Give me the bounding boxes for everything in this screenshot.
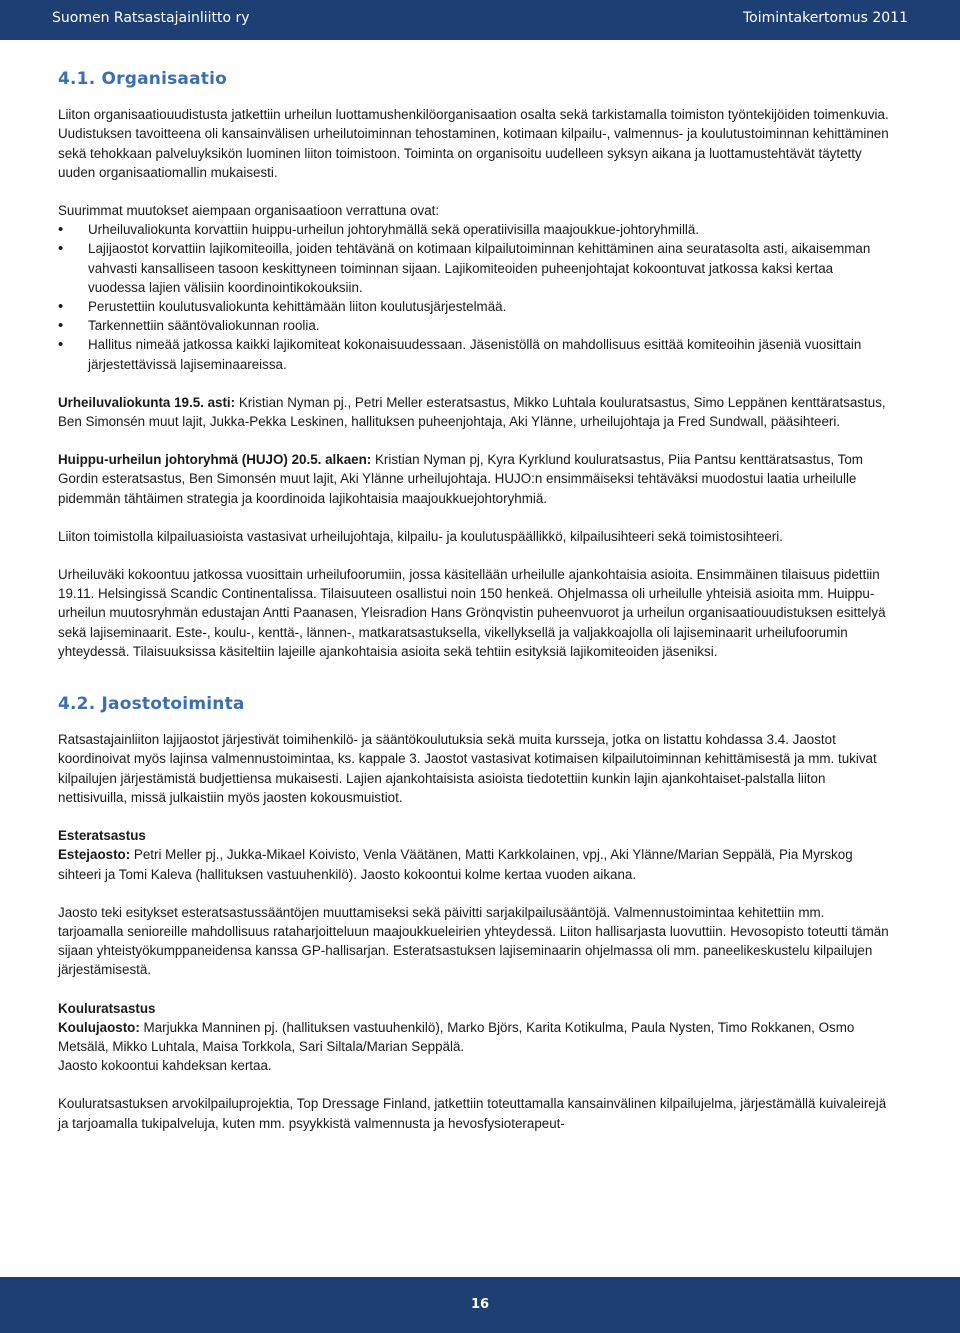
list-item: • Lajijaostot korvattiin lajikomiteoilla, joiden tehtävänä on kotimaan kilpailutoiminnan kehittäminen aina seuratasolta asti, aikaisemman vahvasti kansalliseen tasoon keskittyneen toiminnan sijaan. Lajikomiteoiden puheenjohtajat kokoontuvat jatkossa kaksi kertaa vuodessa lajien välisiin koordinointikokouksiin. — [58, 239, 890, 297]
changes-list — [58, 220, 890, 374]
paragraph-forum: Urheiluväki kokoontuu jatkossa vuosittain urheilufoorumiin, jossa käsitellään urheilulle ajankohtaisia asioita. Ensimmäinen tilaisuus pidettiin 19.11. Helsingissä Scandic Continentalissa. Tilaisuuteen osallistui noin 150 henkeä. Ohjelmassa oli urheilulle yhteisiä asioita mm. Huippu-urheilun muutosryhmän edustajan Antti Paanasen, Yleisradion Hans Grönqvistin puheenvuorot ja urheilun organisaatiouudistuksen esittelyä sekä lajiseminaarit. Este-, koulu-, kenttä-, lännen-, matkaratsastuksella, vikellyksellä ja valjakkoajolla oli lajiseminaarit urheilufoorumin yhteydessä. Tilaisuuksissa käsiteltiin lajeille ajankohtaisia asioita sekä tehtiin esityksiä lajikomiteoiden jäseniksi. — [58, 567, 886, 659]
paragraph-staff: Liiton toimistolla kilpailuasioista vastasivat urheilujohtaja, kilpailu- ja koulutuspäällikkö, kilpailusihteeri sekä toimistosihteeri. — [58, 528, 783, 544]
report-title: Toimintakertomus 2011 — [742, 10, 908, 26]
paragraph-jaostot: Ratsastajainliiton lajijaostot järjestivät toimihenkilö- ja sääntökoulutuksia sekä muita kursseja, jotka on listattu kohdassa 3.4. Jaostot koordinoivat myös lajinsa valmennustoimintaa, ks. kappale 3. Jaostot vastasivat kotimaisen kilpailutoiminnan kehittämisestä ja mm. tukivat kilpailujen järjestämistä budjettiensa mukaisesti. Lajien ajankohtaisista asioista tiedotettiin kunkin lajin ajankohtaiset-palstalla liiton nettisivuilla, missä julkaistiin myös jaosten kokousmuistiot. — [58, 732, 877, 805]
paragraph-koulujaosto — [58, 999, 890, 1076]
estejaosto-label: Estejaosto: — [58, 847, 131, 863]
paragraph-estejaosto — [58, 826, 890, 884]
urheiluvaliokunta-label: Urheiluvaliokunta 19.5. asti: — [58, 394, 236, 410]
list-item: • Urheiluvaliokunta korvattiin huippu-urheilun johtoryhmällä sekä operatiivisilla maajoukkue-johtoryhmillä. — [58, 220, 890, 239]
page-footer — [0, 1277, 960, 1333]
koulujaosto-members: Marjukka Manninen pj. (hallituksen vastuuhenkilö), Marko Björs, Karita Kotikulma, Paula Nysten, Timo Rokkanen, Osmo Metsälä, Mikko Luhtala, Maisa Torkkola, Sari Siltala/Marian Seppälä. — [58, 1019, 855, 1054]
changes-intro: Suurimmat muutokset aiempaan organisaatioon verrattuna ovat: — [58, 203, 440, 219]
list-item: • Hallitus nimeää jatkossa kaikki lajikomiteat kokonaisuudessaan. Jäsenistöllä on mahdollisuus esittää komiteoihin jäseniä vuosittain järjestettävissä lajiseminaareissa. — [58, 335, 890, 373]
page-header — [0, 0, 960, 40]
list-item: • Tarkennettiin sääntövaliokunnan roolia. — [58, 316, 890, 335]
page-content — [58, 56, 890, 1152]
hujo-label: Huippu-urheilun johtoryhmä (HUJO) 20.5. alkaen: — [58, 452, 372, 468]
paragraph-koulu-activities: Kouluratsastuksen arvokilpailuprojektia, Top Dressage Finland, jatkettiin toteuttamalla kansainvälinen kilpailujelma, järjestämällä kuivaleirejä ja tarjoamalla tukipalveluja, kuten mm. psyykkistä valmennusta ja hevosfysioterapeut- — [58, 1096, 887, 1131]
section-title-organisaatio: 4.1. Organisaatio — [58, 69, 227, 89]
organization-name: Suomen Ratsastajainliitto ry — [52, 10, 250, 26]
paragraph-este-activities: Jaosto teki esitykset esteratsastussääntöjen muuttamiseksi sekä päivitti sarjakilpailusääntöjä. Valmennustoimintaa kehitettiin mm. tarjoamalla senioreille mahdollisuus rataharjoitteluun maajoukkueleirien yhteydessä. Liiton hallisarjasta luovuttiin. Hevosopisto toteutti tämän sijaan yhteistyökumppaneidensa kanssa GP-hallisarjan. Esteratsastuksen lajiseminaarin ohjelmassa oli mm. paneelikeskustelu kilpailujen järjestämisestä. — [58, 904, 889, 978]
list-item: • Perustettiin koulutusvaliokunta kehittämään liiton koulutusjärjestelmää. — [58, 297, 890, 316]
hujo-members: Kristian Nyman pj, Kyra Kyrklund kouluratsastus, Piia Pantsu kenttäratsastus, Tom Gordin esteratsastus, Ben Simonsén muut lajit, Aki Ylänne urheilujohtaja. HUJO:n ensimmäiseksi tehtäväksi muodostui laatia urheilulle pidemmän tähtäimen strategia ja koordinoida lajikohtaisia maajoukkuejohtoryhmiä. — [58, 452, 863, 506]
paragraph-reorganization: Liiton organisaatiouudistusta jatkettiin urheilun luottamushenkilöorganisaation osalta sekä tarkistamalla toimiston työntekijöiden toimenkuvia. Uudistuksen tavoitteena oli kansainvälisen urheilutoiminnan tehostaminen, kotimaan kilpailu-, valmennus- ja koulutustoiminnan kehittäminen sekä tehokkaan palveluyksikön luominen liiton toimistoon. Toiminta on organisoitu uudelleen syksyn aikana ja luottamustehtävät täytetty uuden organisaatiomallin mukaisesti. — [58, 107, 889, 180]
section-title-jaostotoiminta: 4.2. Jaostotoiminta — [58, 694, 245, 715]
kouluratsastus-heading: Kouluratsastus — [58, 1000, 156, 1016]
koulujaosto-label: Koulujaosto: — [58, 1019, 140, 1035]
page-number: 16 — [470, 1297, 490, 1312]
estejaosto-members: Petri Meller pj., Jukka-Mikael Koivisto, Venla Väätänen, Matti Karkkolainen, vpj., Aki Ylänne/Marian Seppälä, Pia Myrskog sihteeri ja Tomi Kaleva (hallituksen vastuuhenkilö). Jaosto kokoontui kolme kertaa vuoden aikana. — [58, 847, 853, 882]
paragraph-urheiluvaliokunta — [58, 393, 890, 431]
koulujaosto-meetings: Jaosto kokoontui kahdeksan kertaa. — [58, 1058, 272, 1074]
urheiluvaliokunta-members: Kristian Nyman pj., Petri Meller esteratsastus, Mikko Luhtala kouluratsastus, Simo Leppänen kenttäratsastus, Ben Simonsén muut lajit, Jukka-Pekka Leskinen, hallituksen puheenjohtaja, Aki Ylänne, urheilujohtaja ja Fred Sundwall, pääsihteeri. — [58, 394, 886, 430]
paragraph-hujo — [58, 450, 890, 508]
esteratsastus-heading: Esteratsastus — [58, 828, 146, 844]
